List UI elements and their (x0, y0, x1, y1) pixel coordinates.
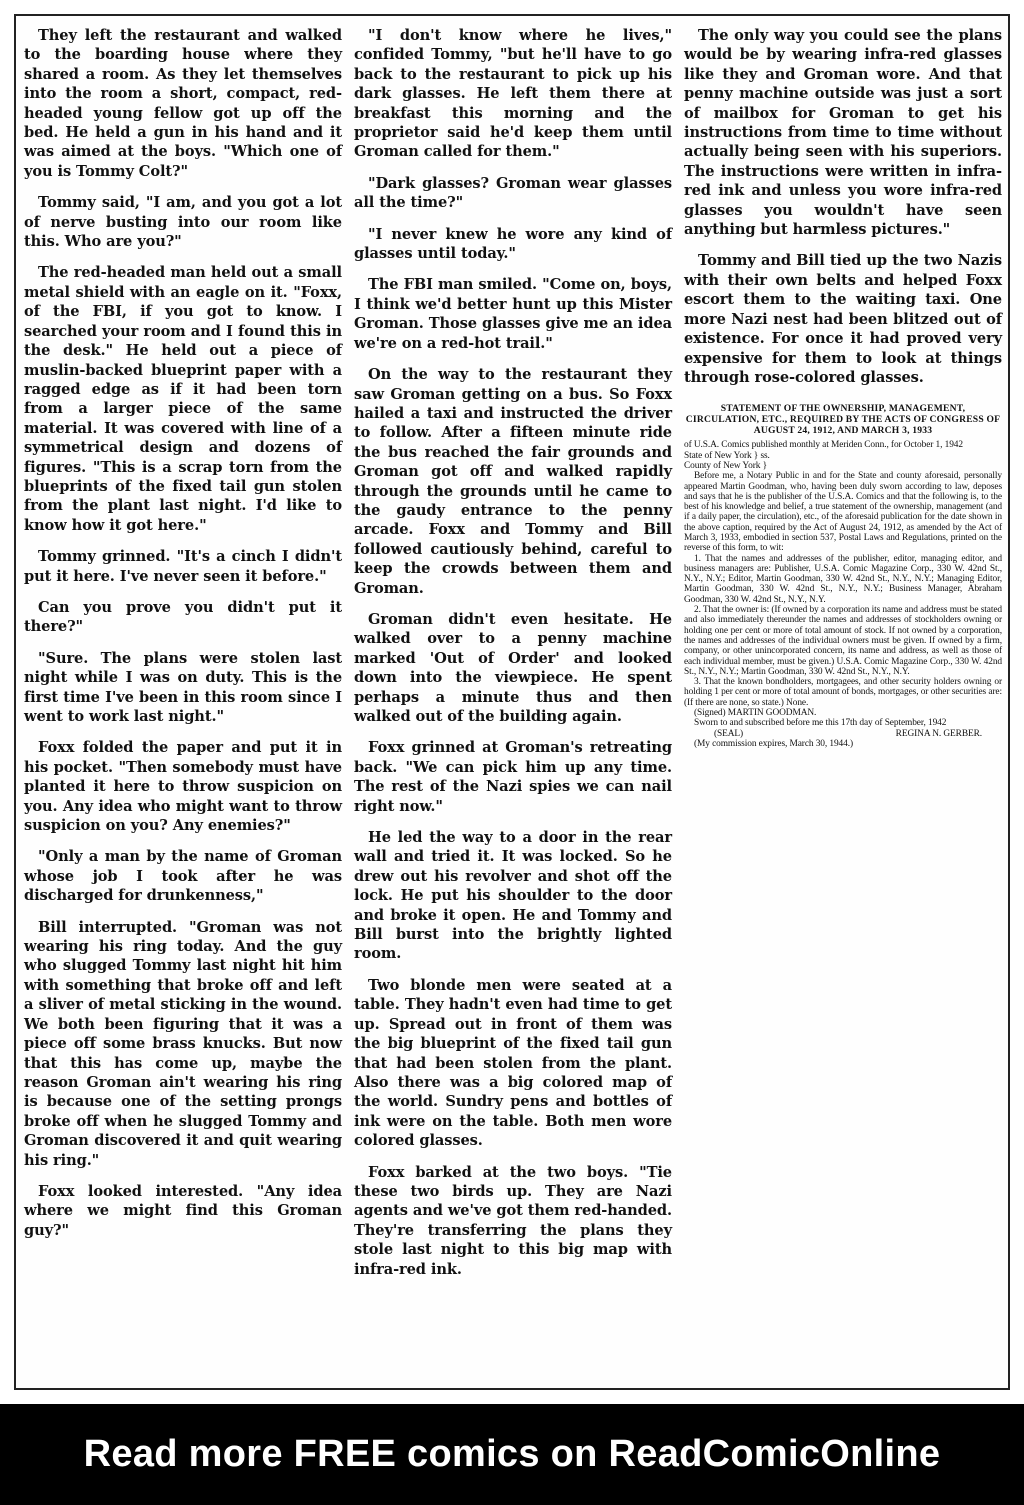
paragraph: "Only a man by the name of Groman whose job I took after he was discharged for drunkenness," (24, 848, 342, 905)
notary-name: REGINA N. GERBER. (895, 728, 982, 739)
commission-note: (My commission expires, March 30, 1944.) (694, 738, 853, 749)
paragraph: "I never knew he wore any kind of glasses until today." (354, 225, 672, 263)
statement-signed: (Signed) MARTIN GOODMAN. (694, 708, 817, 719)
statement-sworn: Sworn to and subscribed before me this 17th day of September, 1942 (694, 718, 947, 729)
statement-paragraph: 3. That the known bondholders, mortgagees, and other security holders owning or holding 1 per cent or more of total amount of bonds, mortgages, or other securities are: (If there are none, so state.) None. (684, 677, 1002, 708)
statement-paragraph: 1. That the names and addresses of the publisher, editor, managing editor, and business managers are: Publisher, U.S.A. Comic Magazine Corp., 330 W. 42nd St., N.Y., N.Y.; Editor, Martin Goodman, 330 W. 42nd St., N.Y., N.Y.; Managing Editor, Martin Goodman, 330 W. 42nd St., N.Y., N.Y.; Business Manager, Abraham Goodman, 330 W. 42nd St., N.Y., N.Y. (684, 553, 1002, 605)
statement-line: County of New York } (684, 460, 767, 471)
statement-heading: STATEMENT OF THE OWNERSHIP, MANAGEMENT, CIRCULATION, ETC., REQUIRED BY THE ACTS OF CONGRESS OF AUGUST 24, 1912, AND MARCH 3, 1933 (685, 403, 1001, 437)
paragraph: The red-headed man held out a small metal shield with an eagle on it. "Foxx, of the FBI, if you got to know. I searched your room and I found this in the desk." He held out a piece of muslin-backed blueprint paper with a ragged edge as if it had been torn from a larger piece of the same material. It was covered with line of a symmetrical design and dozens of figures. "This is a scrap torn from the blueprints of the fixed tail gun stolen from the plant last night. I'd like to know how it got here." (24, 264, 342, 534)
paragraph: "Dark glasses? Groman wear glasses all the time?" (354, 174, 672, 212)
seal-label: (SEAL) (714, 728, 744, 739)
paragraph: Tommy said, "I am, and you got a lot of nerve busting into our room like this. Who are you?" (24, 194, 342, 251)
paragraph: Foxx folded the paper and put it in his pocket. "Then somebody must have planted it here to throw suspicion on you. Any idea who might want to throw suspicion on you? Any enemies?" (24, 739, 342, 835)
column-3 (684, 26, 1002, 749)
statement-line: State of New York } ss. (684, 450, 770, 461)
paragraph: "I don't know where he lives," confided Tommy, "but he'll have to go back to the restaurant to pick up his dark glasses. He left them there at breakfast this morning and the proprietor said he'd keep them until Groman called for them." (354, 27, 672, 161)
paragraph: Can you prove you didn't put it there?" (24, 598, 342, 636)
column-1 (24, 26, 342, 1252)
paragraph: Tommy grinned. "It's a cinch I didn't put it here. I've never seen it before." (24, 548, 342, 585)
footer-banner (0, 1404, 1024, 1505)
paragraph: On the way to the restaurant they saw Groman getting on a bus. So Foxx hailed a taxi and instructed the driver to follow. After a fifteen minute ride the bus reached the fair grounds and Groman got off and walked rapidly through the grounds until he came to the gaudy entrance to the penny arcade. Foxx and Tommy and Bill followed cautiously behind, careful to keep the crowds between them and Groman. (354, 366, 672, 597)
statement-paragraph: Before me, a Notary Public in and for the State and county aforesaid, personally appeared Martin Goodman, who, having been duly sworn according to law, deposes and says that he is the publisher of the U.S.A. Comics and that the following is, to the best of his knowledge and belief, a true statement of the ownership, management (and if a daily paper, the circulation), etc., of the aforesaid publication for the date shown in the above caption, required by the Act of August 24, 1912, as amended by the Act of March 3, 1933, embodied in section 537, Postal Laws and Regulations, printed on the reverse of this form, to wit: (684, 471, 1002, 554)
paragraph: Groman didn't even hesitate. He walked over to a penny machine marked 'Out of Order' and looked down into the viewpiece. He spent perhaps a minute thus and then walked out of the building again. (354, 610, 672, 725)
statement-paragraph: 2. That the owner is: (If owned by a corporation its name and address must be stated and also immediately thereunder the names and addresses of stockholders owning or holding one per cent or more of total amount of stock. If not owned by a corporation, the names and addresses of the individual owners must be given. If owned by a firm, company, or other unincorporated concern, its name and address, as well as those of each individual member, must be given.) U.S.A. Comic Magazine Corp., 330 W. 42nd St., N.Y., N.Y.; Martin Goodman, 330 W. 42nd St., N.Y., N.Y. (684, 605, 1002, 677)
paragraph: Two blonde men were seated at a table. They hadn't even had time to get up. Spread out in front of them was the big blueprint of the fixed tail gun that had been stolen from the plant. Also there was a big colored map of the world. Sundry pens and bottles of ink were on the table. Both men wore colored glasses. (354, 976, 672, 1150)
footer-text: Read more FREE comics on ReadComicOnline (83, 1433, 941, 1475)
statement-line: of U.S.A. Comics published monthly at Meriden Conn., for October 1, 1942 (684, 440, 963, 451)
paragraph: The only way you could see the plans would be by wearing infra-red glasses like they and Groman wore. And that penny machine outside was just a sort of mailbox for Groman to get his instructions from time to time without actually being seen with his superiors. The instructions were written in infra-red ink and unless you wore infra-red glasses you wouldn't have seen anything but harmless pictures." (684, 27, 1002, 239)
paragraph: Foxx barked at the two boys. "Tie these two birds up. They are Nazi agents and we've got them red-handed. They're transferring the plans they stole last night to this big map with infra-red ink. (354, 1163, 673, 1278)
ownership-statement (684, 403, 1002, 749)
paragraph: They left the restaurant and walked to the boarding house where they shared a room. As they let themselves into the room a short, compact, red-headed young fellow got up off the bed. He held a gun in his hand and it was aimed at the boys. "Which one of you is Tommy Colt?" (24, 27, 342, 180)
paragraph: Foxx grinned at Groman's retreating back. "We can pick him up any time. The rest of the Nazi spies we can nail right now." (354, 739, 672, 815)
paragraph: Foxx looked interested. "Any idea where we might find this Groman guy?" (24, 1182, 342, 1239)
paragraph: Bill interrupted. "Groman was not wearing his ring today. And the guy who slugged Tommy last night hit him with something that broke off and left a sliver of metal sticking in the wound. We both been figuring that it was a piece off some brass knucks. But now that this has come up, maybe the reason Groman ain't wearing his ring is because one of the setting prongs broke off when he slugged Tommy and Groman discovered it and quit wearing his ring." (24, 918, 342, 1169)
paragraph: "Sure. The plans were stolen last night while I was on duty. This is the first time I've been in this room since I went to work last night." (24, 649, 342, 725)
paragraph: He led the way to a door in the rear wall and tried it. It was locked. So he drew out his revolver and shot off the lock. He put his shoulder to the door and broke it open. He and Tommy and Bill burst into the brightly lighted room. (354, 829, 672, 963)
column-2 (354, 26, 672, 1291)
paragraph: Tommy and Bill tied up the two Nazis with their own belts and helped Foxx escort them to the waiting taxi. One more Nazi nest had been blitzed out of existence. For once it had proved very expensive for them to look at things through rose-colored glasses. (684, 252, 1002, 386)
paragraph: The FBI man smiled. "Come on, boys, I think we'd better hunt up this Mister Groman. Those glasses give me an idea we're on a red-hot trail." (354, 276, 672, 352)
notary-row (684, 729, 1002, 739)
story-page (14, 14, 1010, 1390)
